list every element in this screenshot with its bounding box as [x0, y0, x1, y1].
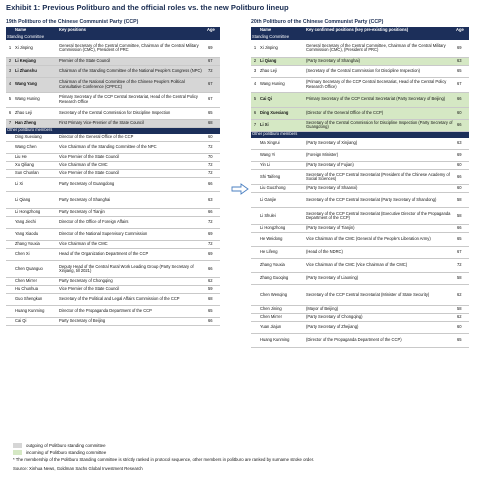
header-name: Name	[259, 27, 305, 34]
member-position: (Director of the Propaganda Department of the CCP)	[305, 334, 455, 348]
other-member-row	[251, 170, 469, 185]
member-position: Vice Chairman of the CMC (Vice Chairman of the CMC)	[305, 259, 455, 273]
member-position: Party Secretary of Shanghai	[58, 192, 206, 209]
other-member-row	[6, 278, 220, 286]
standing-member-row	[6, 65, 220, 77]
member-age: 66	[455, 119, 469, 131]
member-age: 72	[455, 259, 469, 273]
rank-number-empty	[6, 170, 14, 178]
rank-number: 3	[6, 65, 14, 77]
member-position: Vice Chairman of the CMC	[58, 241, 206, 249]
other-member-row	[251, 225, 469, 233]
rank-number-empty	[251, 314, 259, 322]
right-table	[251, 27, 469, 348]
member-age: 67	[455, 247, 469, 259]
section-label: Standing Committee	[6, 34, 220, 40]
member-position: Primary Secretary of the CCP Central Secretariat, Head of the Central Policy Research Office	[58, 92, 206, 107]
member-name: Wang Yi	[259, 150, 305, 162]
member-name: Wang Yang	[14, 77, 58, 92]
rank-number: 4	[251, 77, 259, 92]
member-position: Party Secretary of Chongqing	[58, 278, 206, 286]
member-age: 62	[455, 285, 469, 306]
header-index	[6, 27, 14, 34]
rank-number-empty	[6, 318, 14, 326]
rank-number: 3	[251, 65, 259, 77]
member-name: Li Ganjie	[259, 193, 305, 208]
member-position: Director of the National Supervisory Commission	[58, 229, 206, 241]
member-age: 58	[455, 306, 469, 314]
member-position: Secretary of the Political and Legal Affairs Commission of the CCP	[58, 294, 206, 306]
rank-number-empty	[6, 154, 14, 162]
member-name: Li Zhanshu	[14, 65, 58, 77]
member-name: Zhang Youxia	[259, 259, 305, 273]
rank-number: 1	[6, 40, 14, 57]
rank-number-empty	[251, 285, 259, 306]
member-name: Zhao Leji	[259, 65, 305, 77]
rank-number-empty	[6, 261, 14, 278]
member-name: Li Hongzhong	[14, 209, 58, 217]
member-position: (Party Secretary of Shanghai)	[305, 57, 455, 65]
member-name: Cai Qi	[259, 92, 305, 107]
member-age: 72	[206, 65, 220, 77]
member-name: Huang Kunming	[14, 306, 58, 318]
rank-number-empty	[251, 170, 259, 185]
member-name: He Weidong	[259, 233, 305, 247]
member-name: Li Qiang	[14, 192, 58, 209]
header-age: Age	[455, 27, 469, 34]
member-position: General Secretary of the Central Committee, Chairman of the Central Military Commission (CMC), President of PRC	[58, 40, 206, 57]
member-position: Deputy Head of the Central Rural Work Leading Group (Party Secretary of Xinjiang, till 2021)	[58, 261, 206, 278]
member-position: First Primary Vice-Premier of the State Council	[58, 119, 206, 127]
member-position: (Foreign Minister)	[305, 150, 455, 162]
member-position: (Primary Secretary of the CCP Central Secretariat, Head of the Central Policy Research Office)	[305, 77, 455, 92]
left-panel-title: 19th Politburo of the Chinese Communist Party (CCP)	[6, 19, 139, 25]
member-name: Chen Quanguo	[14, 261, 58, 278]
member-age: 62	[206, 278, 220, 286]
other-member-row	[6, 142, 220, 154]
right-panel	[251, 18, 469, 348]
member-age: 67	[455, 77, 469, 92]
section-label: Standing Committee	[251, 34, 469, 40]
member-position: Secretary of the Central Commission for Discipline Inspection	[58, 107, 206, 119]
member-position: Vice Premier of the State Council	[58, 286, 206, 294]
member-name: Li Shulei	[259, 208, 305, 225]
member-name: Liu He	[14, 154, 58, 162]
member-name: Li Qiang	[259, 57, 305, 65]
left-panel	[6, 18, 220, 326]
member-name: Cai Qi	[14, 318, 58, 326]
standing-member-row	[6, 107, 220, 119]
rank-number-empty	[251, 306, 259, 314]
member-name: Ding Xuexiang	[14, 134, 58, 142]
member-age: 60	[455, 107, 469, 119]
other-member-row	[251, 138, 469, 150]
member-age: 66	[206, 209, 220, 217]
rank-number-empty	[251, 259, 259, 273]
standing-member-row	[251, 119, 469, 131]
rank-number-empty	[251, 150, 259, 162]
member-position: Head of the Organization Department of the CCP	[58, 249, 206, 261]
member-age: 63	[455, 138, 469, 150]
member-position: (Party Secretary of Zhejiang)	[305, 322, 455, 334]
member-age: 58	[455, 193, 469, 208]
member-age: 72	[206, 162, 220, 170]
other-member-row	[6, 154, 220, 162]
member-name: Yang Xiaodu	[14, 229, 58, 241]
standing-member-row	[251, 65, 469, 77]
member-position: Vice Premier of the State Council	[58, 170, 206, 178]
member-age: 69	[206, 40, 220, 57]
member-name: Xi Jinping	[259, 40, 305, 57]
standing-member-row	[251, 77, 469, 92]
rank-number-empty	[251, 162, 259, 170]
member-position: Party Secretary of Guangdong	[58, 178, 206, 192]
legend-swatch-outgoing	[13, 443, 22, 448]
rank-number: 2	[6, 57, 14, 65]
member-name: Yuan Jiajun	[259, 322, 305, 334]
member-name: Chen Min'er	[14, 278, 58, 286]
member-position: (Party Secretary of Shaanxi)	[305, 185, 455, 193]
member-age: 65	[455, 233, 469, 247]
other-member-row	[6, 229, 220, 241]
other-member-row	[251, 285, 469, 306]
member-position: Party Secretary of Tianjin	[58, 209, 206, 217]
rank-number: 7	[6, 119, 14, 127]
standing-member-row	[6, 77, 220, 92]
section-label: Other politburo members	[6, 127, 220, 134]
member-position: (Mayor of Beijing)	[305, 306, 455, 314]
member-position: Secretary of the CCP Central Secretariat (Executive Director of the Propaganda Department of the CCP)	[305, 208, 455, 225]
member-age: 69	[206, 229, 220, 241]
standing-member-row	[251, 40, 469, 57]
member-age: 66	[455, 92, 469, 107]
member-name: Zhang Youxia	[14, 241, 58, 249]
member-position: Director of the Propaganda Department of the CCP	[58, 306, 206, 318]
left-table	[6, 27, 220, 326]
rank-number: 5	[6, 92, 14, 107]
other-member-row	[251, 208, 469, 225]
member-position: Chairman of the Standing Committee of the National People's Congress (NPC)	[58, 65, 206, 77]
member-age: 72	[206, 217, 220, 229]
member-position: (Party Secretary of Tianjin)	[305, 225, 455, 233]
rank-number-empty	[251, 208, 259, 225]
member-age: 67	[206, 92, 220, 107]
member-position: (Party Secretary of Chongqing)	[305, 314, 455, 322]
right-arrow-icon	[231, 183, 249, 195]
member-position: Vice Chairman of the CMC	[58, 162, 206, 170]
member-position: Vice Chairman of the Standing Committee of the NPC	[58, 142, 206, 154]
member-age: 65	[455, 334, 469, 348]
standing-member-row	[6, 119, 220, 127]
member-age: 67	[206, 57, 220, 65]
member-age: 62	[455, 314, 469, 322]
member-position: (Secretary of the Central Commission for Discipline Inspection)	[305, 65, 455, 77]
rank-number-empty	[6, 178, 14, 192]
member-position: Secretary of the CCP Central Secretariat (Minister of State Security)	[305, 285, 455, 306]
other-member-row	[251, 273, 469, 285]
other-member-row	[6, 209, 220, 217]
other-member-row	[251, 247, 469, 259]
standing-member-row	[6, 92, 220, 107]
member-age: 60	[455, 185, 469, 193]
member-position: Director of the Office of Foreign Affairs	[58, 217, 206, 229]
rank-number-empty	[6, 286, 14, 294]
other-member-row	[251, 259, 469, 273]
legend-swatch-incoming	[13, 450, 22, 455]
rank-number-empty	[6, 229, 14, 241]
member-name: Guo Shengkun	[14, 294, 58, 306]
legend-outgoing-label: outgoing of Politburo standing committee	[26, 443, 106, 448]
member-name: Li Keqiang	[14, 57, 58, 65]
member-name: Xi Jinping	[14, 40, 58, 57]
member-name: Han Zheng	[14, 119, 58, 127]
member-age: 65	[455, 65, 469, 77]
member-age: 60	[206, 134, 220, 142]
member-name: Chen Wenqing	[259, 285, 305, 306]
other-member-row	[6, 241, 220, 249]
member-name: Xu Qiliang	[14, 162, 58, 170]
member-age: 63	[455, 57, 469, 65]
member-position: Director of the General Office of the CCP	[58, 134, 206, 142]
other-member-row	[6, 261, 220, 278]
rank-number-empty	[251, 322, 259, 334]
member-name: Wang Huning	[14, 92, 58, 107]
member-age: 69	[455, 150, 469, 162]
source-line: Source: Xinhua News, Goldman Sachs Global Investment Research	[13, 466, 143, 471]
member-position: Chairman of the National Committee of the Chinese People's Political Consultative Conference (CPPCC)	[58, 77, 206, 92]
member-position: (Director of the General Office of the CCP)	[305, 107, 455, 119]
member-age: 72	[206, 170, 220, 178]
member-age: 66	[455, 225, 469, 233]
rank-number: 4	[6, 77, 14, 92]
member-name: Chen Xi	[14, 249, 58, 261]
member-age: 65	[206, 107, 220, 119]
member-name: Zhao Leji	[14, 107, 58, 119]
other-member-row	[6, 170, 220, 178]
rank-number-empty	[251, 193, 259, 208]
member-name: Li Hongzhong	[259, 225, 305, 233]
member-age: 72	[206, 142, 220, 154]
other-member-row	[251, 193, 469, 208]
member-age: 66	[206, 261, 220, 278]
rank-number: 5	[251, 92, 259, 107]
rank-number: 2	[251, 57, 259, 65]
rank-number-empty	[6, 192, 14, 209]
member-name: Liu Guozhong	[259, 185, 305, 193]
other-member-row	[251, 306, 469, 314]
member-position: General Secretary of the Central Committee, Chairman of the Central Military Commission (CMC), (President of PRC)	[305, 40, 455, 57]
rank-number: 7	[251, 119, 259, 131]
header-age: Age	[206, 27, 220, 34]
right-header-row	[251, 27, 469, 34]
member-age: 70	[206, 154, 220, 162]
header-name: Name	[14, 27, 58, 34]
other-member-row	[251, 334, 469, 348]
rank-number-empty	[251, 247, 259, 259]
member-name: Li Xi	[259, 119, 305, 131]
other-member-row	[6, 192, 220, 209]
right-panel-title: 20th Politburo of the Chinese Communist Party (CCP)	[251, 19, 384, 25]
rank-number: 1	[251, 40, 259, 57]
other-member-row	[6, 306, 220, 318]
member-name: Li Xi	[14, 178, 58, 192]
legend-incoming	[13, 449, 106, 456]
member-position: (Party Secretary of Liaoning)	[305, 273, 455, 285]
standing-member-row	[251, 57, 469, 65]
rank-number-empty	[6, 209, 14, 217]
rank-number-empty	[6, 134, 14, 142]
member-position: (Head of the NDRC)	[305, 247, 455, 259]
legend-outgoing	[13, 442, 106, 449]
member-position: Secretary of the CCP Central Secretariat (President of the Chinese Academy of Social Sciences)	[305, 170, 455, 185]
other-member-row	[6, 249, 220, 261]
other-member-row	[251, 233, 469, 247]
member-name: Huang Kunming	[259, 334, 305, 348]
member-position: Vice Premier of the State Council	[58, 154, 206, 162]
other-member-row	[6, 162, 220, 170]
other-member-row	[6, 286, 220, 294]
member-name: Sun Chunlan	[14, 170, 58, 178]
footnote: * The membership of the Politburo Standing committee is strictly ranked in protocol sequence, other members in politburo are ranked by surname stroke order.	[13, 457, 315, 462]
member-age: 69	[455, 40, 469, 57]
member-position: Vice Chairman of the CMC (General of the People's Liberation Army)	[305, 233, 455, 247]
standing-member-row	[251, 92, 469, 107]
member-position: Secretary of the Central Commission for Discipline Inspection (Party Secretary of Guangdong)	[305, 119, 455, 131]
other-member-row	[6, 294, 220, 306]
other-member-row	[251, 322, 469, 334]
standing-member-row	[251, 107, 469, 119]
rank-number-empty	[251, 273, 259, 285]
rank-number-empty	[6, 162, 14, 170]
member-age: 65	[206, 306, 220, 318]
rank-number-empty	[6, 142, 14, 154]
member-position: Secretary of the CCP Central Secretariat (Party Secretary of Shandong)	[305, 193, 455, 208]
other-member-row	[6, 318, 220, 326]
member-age: 63	[206, 192, 220, 209]
member-name: Chen Min'er	[259, 314, 305, 322]
left-header-row	[6, 27, 220, 34]
standing-member-row	[6, 40, 220, 57]
member-position: Primary Secretary of the CCP Central Secretariat (Party Secretary of Beijing)	[305, 92, 455, 107]
exhibit-title: Exhibit 1: Previous Politburo and the official roles vs. the new Politburo lineup	[6, 3, 289, 12]
header-positions: Key confirmed positions (key pre-existing positions)	[305, 27, 455, 34]
member-age: 72	[206, 241, 220, 249]
member-name: Ding Xuexiang	[259, 107, 305, 119]
other-member-row	[251, 150, 469, 162]
member-age: 60	[455, 162, 469, 170]
member-position: Premier of the State Council	[58, 57, 206, 65]
other-member-row	[251, 185, 469, 193]
other-member-row	[251, 314, 469, 322]
member-name: He Lifeng	[259, 247, 305, 259]
rank-number-empty	[251, 233, 259, 247]
rank-number-empty	[6, 249, 14, 261]
member-age: 66	[206, 318, 220, 326]
header-index	[251, 27, 259, 34]
member-name: Hu Chunhua	[14, 286, 58, 294]
rank-number: 6	[6, 107, 14, 119]
member-age: 68	[206, 119, 220, 127]
member-age: 68	[206, 294, 220, 306]
rank-number-empty	[6, 278, 14, 286]
section-label: Other politburo members	[251, 131, 469, 138]
member-age: 69	[206, 249, 220, 261]
member-position: (Party Secretary of Fujian)	[305, 162, 455, 170]
member-age: 58	[455, 273, 469, 285]
other-member-row	[6, 178, 220, 192]
member-age: 66	[206, 178, 220, 192]
rank-number-empty	[6, 241, 14, 249]
rank-number-empty	[6, 294, 14, 306]
rank-number-empty	[251, 138, 259, 150]
member-age: 66	[455, 170, 469, 185]
member-name: Ma Xingrui	[259, 138, 305, 150]
standing-member-row	[6, 57, 220, 65]
member-age: 58	[455, 208, 469, 225]
member-age: 59	[206, 286, 220, 294]
member-name: Wang Huning	[259, 77, 305, 92]
member-name: Shi Taifeng	[259, 170, 305, 185]
member-age: 67	[206, 77, 220, 92]
rank-number-empty	[6, 306, 14, 318]
other-member-row	[6, 134, 220, 142]
member-position: (Party Secretary of Xinjiang)	[305, 138, 455, 150]
legend-incoming-label: incoming of Politburo standing committee	[26, 450, 107, 455]
member-name: Zhang Guoqing	[259, 273, 305, 285]
header-positions: Key positions	[58, 27, 206, 34]
rank-number-empty	[251, 185, 259, 193]
member-name: Wang Chen	[14, 142, 58, 154]
other-member-row	[251, 162, 469, 170]
member-name: Yin Li	[259, 162, 305, 170]
rank-number-empty	[6, 217, 14, 229]
other-member-row	[6, 217, 220, 229]
rank-number: 6	[251, 107, 259, 119]
member-age: 60	[455, 322, 469, 334]
rank-number-empty	[251, 225, 259, 233]
member-position: Party Secretary of Beijing	[58, 318, 206, 326]
legend	[13, 442, 106, 456]
member-name: Chen Jining	[259, 306, 305, 314]
member-name: Yang Jiechi	[14, 217, 58, 229]
rank-number-empty	[251, 334, 259, 348]
